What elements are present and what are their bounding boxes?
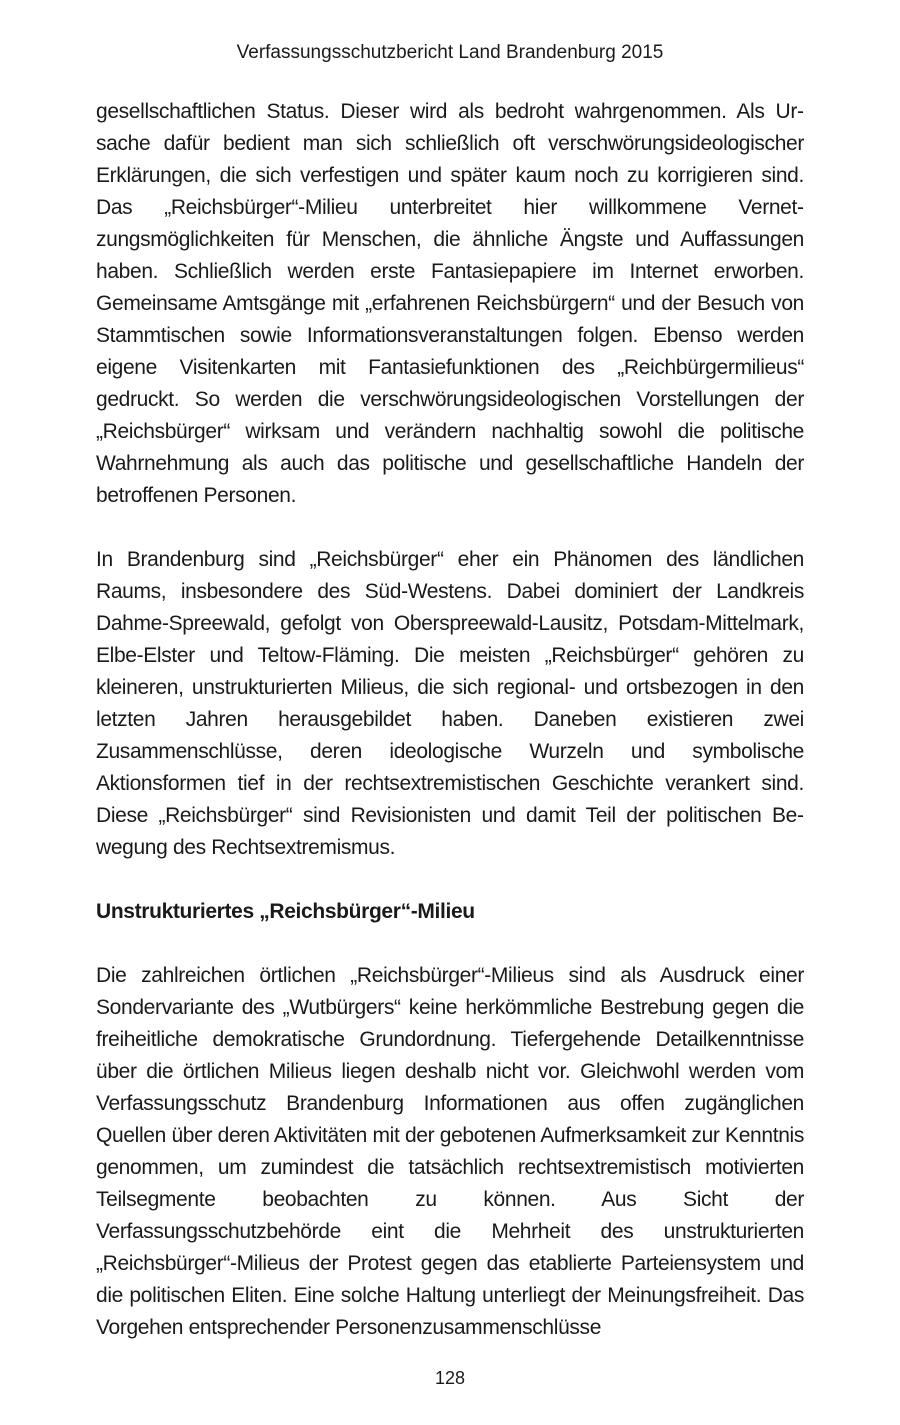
paragraph-milieu: Die zahlreichen örtlichen „Reichsbürger“-Milieus sind als Ausdruck einer Sondervariante des „Wutbürgers“ keine herkömmliche Bestrebung gegen die freiheitliche demokratische Grundordnung. Tiefergehende Detailkenntnisse über die örtlichen Milieus liegen deshalb nicht vor. Gleichwohl werden vom Verfassungsschutz Brandenburg Informationen aus offen zugänglichen Quellen über deren Aktivitäten mit der gebotenen Aufmerksamkeit zur Kenntnis genommen, um zumindest die tatsächlich rechtsextremistisch motivierten Teilsegmente beobachten zu können. Aus Sicht der Verfassungsschutzbehörde eint die Mehrheit des unstrukturierten „Reichsbürger“-Milieus der Protest gegen das etablierte Parteiensystem und die politischen Eliten. Eine solche Haltung unterliegt der Meinungsfreiheit. Das Vorgehen entsprechender Personenzusammenschlüsse xyxy=(96,964,804,1339)
body-text xyxy=(96,96,804,1344)
paragraph-brandenburg: In Brandenburg sind „Reichsbürger“ eher ein Phänomen des ländlichen Raums, insbesondere des Süd-Westens. Dabei dominiert der Landkreis Dahme-Spreewald, gefolgt von Oberspreewald-Lausitz, Potsdam-Mittelmark, Elbe-Elster und Teltow-Fläming. Die meisten „Reichsbürger“ gehören zu kleineren, unstrukturierten Milieus, die sich regional- und ortsbezogen in den letzten Jahren herausgebildet haben. Daneben existieren zwei Zusammenschlüsse, deren ideologische Wurzeln und symbolische Aktionsformen tief in der rechtsextremistischen Geschichte verankert sind. Diese „Reichsbürger“ sind Revisionisten und damit Teil der politischen Bewegung des Rechtsextremismus. xyxy=(96,548,804,859)
running-header: Verfassungsschutzbericht Land Brandenburg 2015 xyxy=(236,42,664,63)
paragraph-continuation: gesellschaftlichen Status. Dieser wird als bedroht wahrgenommen. Als Ursache dafür bedient man sich schließlich oft verschwörungsideologischer Erklärungen, die sich verfestigen und später kaum noch zu korrigieren sind. Das „Reichsbürger“-Milieu unterbreitet hier willkommene Vernetzungsmöglichkeiten für Menschen, die ähnliche Ängste und Auffassungen haben. Schließlich werden erste Fantasiepapiere im Internet erworben. Gemeinsame Amtsgänge mit „erfahrenen Reichsbürgern“ und der Besuch von Stammtischen sowie Informationsveranstaltungen folgen. Ebenso werden eigene Visitenkarten mit Fantasiefunktionen des „Reichbürgermilieus“ gedruckt. So werden die verschwörungsideologischen Vorstellungen der „Reichsbürger“ wirksam und verändern nachhaltig sowohl die politische Wahrnehmung als auch das politische und gesellschaftliche Handeln der betroffenen Personen. xyxy=(96,100,804,507)
page-number: 128 xyxy=(434,1368,466,1388)
section-heading: Unstrukturiertes „Reichsbürger“-Milieu xyxy=(96,900,475,923)
